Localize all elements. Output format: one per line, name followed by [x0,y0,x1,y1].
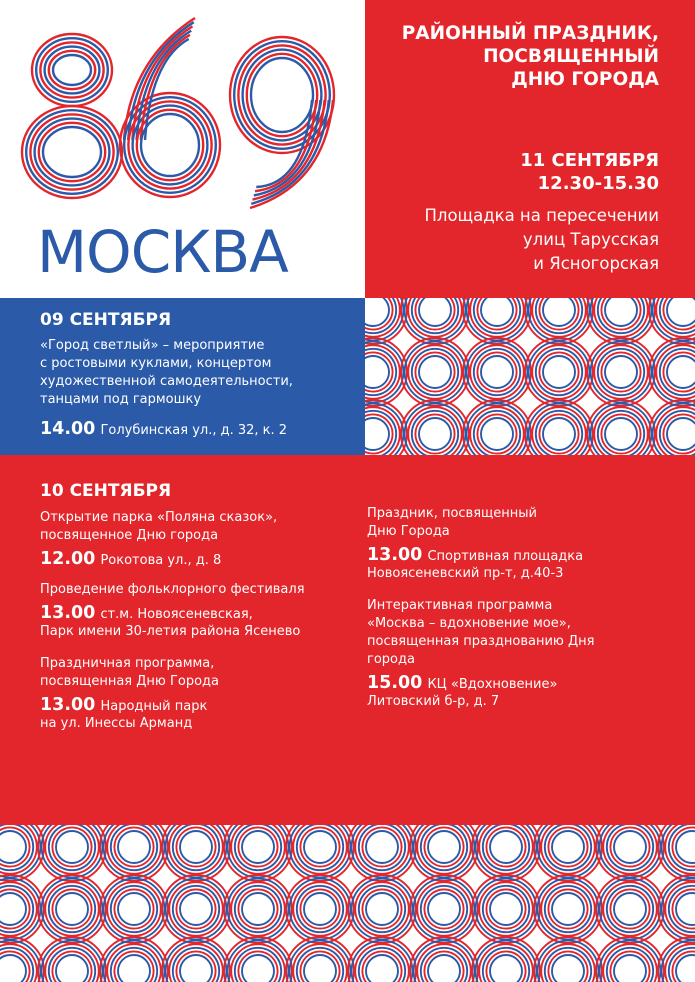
sep10-right-column [367,505,667,711]
event-desc-line: Праздничная программа, [40,656,215,671]
event-desc-line: Праздник, посвященный [367,506,537,521]
event-item [40,655,360,733]
title-line: РАЙОННЫЙ ПРАЗДНИК, [401,23,659,44]
logo-number-text [0,0,2,1]
digit-nine [230,37,334,208]
sep9-address: Голубинская ул., д. 32, к. 2 [100,423,288,438]
circle-pattern-middle [365,298,695,455]
digit-eight [22,34,122,198]
main-event-date: 11 СЕНТЯБРЯ [520,150,659,171]
event-desc-line: посвященное Дню города [40,528,219,543]
main-event-panel [365,0,695,298]
event-desc-line: города [367,652,415,667]
sep9-date: 09 СЕНТЯБРЯ [40,310,172,330]
event-desc-line: Открытие парка «Поляна сказок», [40,510,278,525]
event-address-line: на ул. Инессы Арманд [40,716,193,731]
poster-title [359,22,659,91]
main-event-place [359,204,659,276]
desc-line: «Город светлый» – мероприятие [40,338,265,353]
sep10-panel [0,455,695,825]
event-item [40,509,360,569]
place-line: и Ясногорская [533,254,659,273]
event-address: Спортивная площадка [427,549,584,564]
circles-decoration [365,298,695,455]
event-item [367,597,667,711]
event-desc-line: посвященная Дню Города [40,674,220,689]
event-address-line: Новоясеневский пр-т, д.40-3 [367,566,564,581]
event-address: Народный парк [100,699,208,714]
title-line: ДНЮ ГОРОДА [511,69,659,90]
circle-pattern-bottom [0,825,695,982]
circles-decoration [0,825,695,982]
sep9-panel [0,298,365,455]
event-time: 12.00 [40,549,96,569]
event-desc-line: Интерактивная программа [367,598,553,613]
event-address: ст.м. Новоясеневская, [100,607,253,622]
event-address-line: Литовский б-р, д. 7 [367,694,500,709]
event-desc-line: Дню Города [367,524,450,539]
event-time: 15.00 [367,673,423,693]
title-line: ПОСВЯЩЕННЫЙ [483,46,659,67]
event-address: КЦ «Вдохновение» [427,677,558,692]
sep9-time-address [40,419,287,439]
place-line: улиц Тарусская [522,230,659,249]
event-time: 13.00 [40,603,96,623]
event-time: 13.00 [367,545,423,565]
logo-city: МОСКВА [37,218,288,286]
event-item [40,581,360,641]
place-line: Площадка на пересечении [424,206,659,225]
event-item [367,505,667,583]
sep9-time: 14.00 [40,419,96,439]
event-address-line: Парк имени 30-летия района Ясенево [40,624,301,639]
event-desc-line: посвященная празднованию Дня [367,634,595,649]
main-event-datetime [520,149,659,195]
desc-line: танцами под гармошку [40,392,202,407]
event-desc-line: Проведение фольклорного фестиваля [40,582,305,597]
event-address: Рокотова ул., д. 8 [100,553,222,568]
digit-six [120,18,220,197]
sep9-description [40,337,293,409]
event-desc-line: «Москва – вдохновение мое», [367,616,571,631]
main-event-time: 12.30-15.30 [537,173,659,194]
event-time: 13.00 [40,695,96,715]
desc-line: художественной самодеятельности, [40,374,293,389]
sep10-date: 10 СЕНТЯБРЯ [40,481,172,501]
desc-line: с ростовыми куклами, концертом [40,356,272,371]
sep10-left-column [40,509,360,733]
logo-block [0,0,365,298]
